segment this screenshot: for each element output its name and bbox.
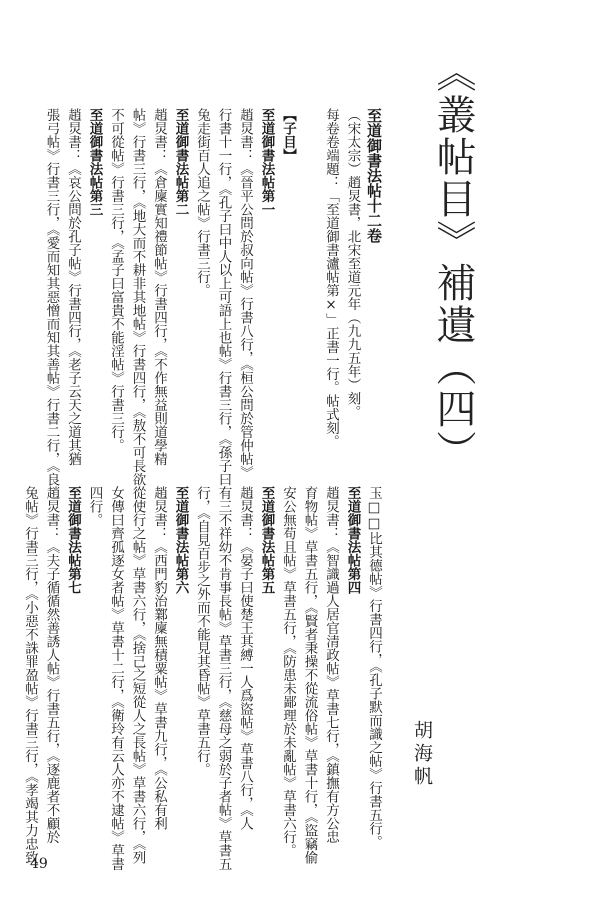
text-column: 育物帖》草書五行，《賢者秉操不從流俗帖》草書十行，《盜竊偷 [301, 486, 318, 864]
text-column: 兔走街百人追之帖》行書三行。 [194, 108, 210, 297]
text-column: 趙炅書：《夫子循循然善誘人帖》行書五行，《逐鹿者不顧於 [43, 486, 60, 844]
author-name: 胡海帆 [411, 720, 433, 789]
article-title: 《叢帖目》補遺（四） [430, 52, 476, 472]
text-column: 趙炅書：《智識過人居官清政帖》草書七行，《鎮撫有方公忠 [323, 486, 339, 844]
text-column: 行書十一行，《孔子曰中人以上可語上也帖》行書三行，《孫子曰 [215, 108, 232, 486]
text-column: 趙炅書：《西門豹治鄴廩無積粟帖》草書九行，《公私有利 [151, 486, 167, 831]
text-column: 不可從帖》行書三行，《孟子曰富貴不能淫帖》行書三行。 [108, 108, 124, 453]
text-column: 從使行之帖》草書六行，《捨己之短從人之長帖》草書六行，《列 [129, 486, 146, 864]
section-heading: 至道御書法帖第六 [172, 486, 189, 594]
text-column: 趙炅書：《晏子曰使楚王其縛一人爲盜帖》草書八行，《人 [237, 486, 253, 831]
text-column: 帖》行書三行，《地大而不耕非其地帖》行書四行，《敖不可長欲 [129, 108, 146, 486]
text-column: 趙炅書：《哀公問於孔子帖》行書四行，《老子云天之道其猶 [65, 108, 81, 466]
section-heading: 至道御書法帖第四 [344, 486, 361, 594]
section-heading: 至道御書法帖第五 [258, 486, 275, 594]
section-heading: 至道御書法帖第七 [65, 486, 81, 594]
section-heading: 【子目】 [280, 108, 296, 162]
text-column: 每卷卷端題：「至道御書瀘帖第×」正書一行。帖式刻。 [323, 108, 339, 448]
text-column: 四行。 [86, 486, 103, 527]
text-column: 兔帖》行書三行，《小惡不誅罪盈帖》行書三行，《孝竭其力忠致 [22, 486, 38, 864]
text-column: 有三不祥幼不肯事長帖》草書三行，《慈母之弱於子者帖》草書五 [215, 486, 232, 871]
text-column: 安公無苟且帖》草書五行，《防患未鄙理於未亂帖》草書六行。 [280, 486, 296, 858]
text-column: 趙炅書：《晉平公問於叔向帖》行書八行，《桓公問於管仲帖》 [237, 108, 253, 480]
section-heading: 至道御書法帖第一 [258, 108, 275, 216]
text-column: （宋太宗）趙炅書，北宋至道元年（九九五年）刻。 [344, 108, 361, 419]
text-column: 玉□□比其德帖》行書四行，《孔子默而識之帖》行書五行。 [366, 486, 382, 849]
section-heading: 至道御書法帖第三 [86, 108, 103, 216]
text-column: 趙炅書：《倉廩實知禮節帖》行書四行，《不作無益則道學精 [151, 108, 167, 466]
page-number: 49 [30, 856, 48, 872]
section-heading: 至道御書法帖十二卷 [365, 108, 383, 243]
text-column: 女傳曰齊孤逐女者帖》草書十二行，《衛玲有云人亦不逮帖》草書 [108, 486, 124, 871]
text-column: 行，《自見百步之外而不能見其昏帖》草書五行。 [194, 486, 210, 777]
section-heading: 至道御書法帖第二 [172, 108, 189, 216]
text-column: 張弓帖》行書三行，《愛而知其惡憎而知其善帖》行書二行，《良 [43, 108, 60, 486]
